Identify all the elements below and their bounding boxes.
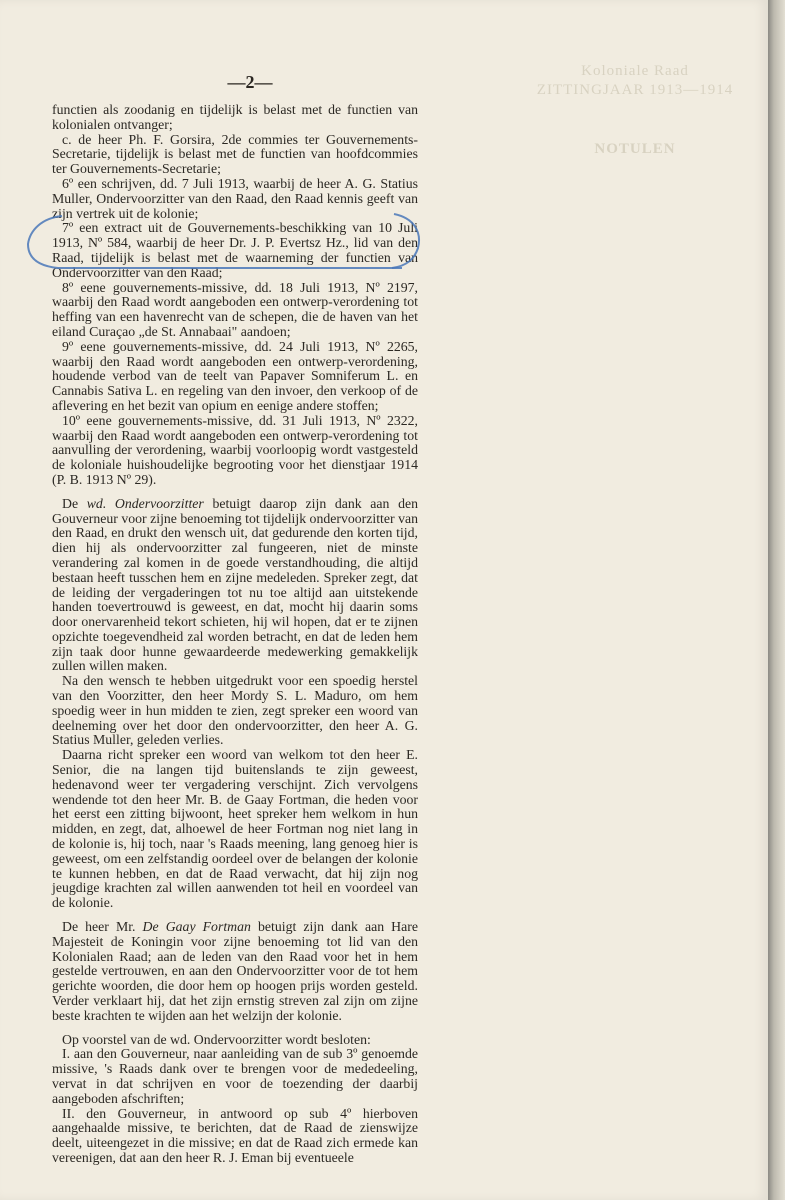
paragraph-item-7: 7º een extract uit de Gouvernements-beschikking van 10 Juli 1913, Nº 584, waarbij de heer Dr. J. P. Evertsz Hz., lid van den Raad, tijdelijk is belast met de waarneming der functien van Ondervoorzitter van den Raad; [52,220,418,280]
show-through-text [520,62,750,159]
ghost-line-2: ZITTINGJAAR 1913—1914 [536,82,734,98]
speech-opening: De [62,495,87,511]
resolution-intro: Op voorstel van de wd. Ondervoorzitter wordt besloten: [62,1031,371,1047]
paragraph-item-6: 6º een schrijven, dd. 7 Juli 1913, waarbij de heer A. G. Statius Muller, Ondervoorzitter van den Raad, den Raad kennis geeft van zijn vertrek uit de kolonie; [52,175,418,221]
paragraph-item-8: 8º eene gouvernements-missive, dd. 18 Juli 1913, Nº 2197, waarbij den Raad wordt aangeboden een ontwerp-verordening tot heffing van een havenrecht van de schepen, die de haven van het eiland Curaçao „de St. Annabaai" aandoen; [52,279,418,339]
document-body [52,103,418,1166]
speech-ondervoorzitter [52,497,418,675]
speech-text: betuigt daarop zijn dank aan den Gouverneur voor zijne benoeming tot tijdelijk ondervoorzitter van den Raad, en drukt den wensch uit, dat gedurende den korten tijd, dien hij als ondervoorzitter zal fungeeren, niet de minste verandering zal komen in de goede verstandhouding, die altijd bestaan heeft tusschen hem en zijne medeleden. Spreker zegt, dat de leiding der vergaderingen tot nu toe altijd aan uitstekende handen toevertrouwd is geweest, en dat, mocht hij daarin soms door onervarenheid tekort schieten, hij wil hopen, dat er te zijnen opzichte toegevendheid zal worden betracht, en dat de leden hem zijn taak door hunne gewaardeerde medewerking gemakkelijk zullen willen maken. [52,495,418,674]
paragraph-herstel: Na den wensch te hebben uitgedrukt voor een spoedig herstel van den Voorzitter, den heer Mordy S. L. Maduro, om hem spoedig weer in hun midden te zien, zegt spreker een woord van deelneming over het door den ondervoorzitter, den heer A. G. Statius Muller, geleden verlies. [52,673,418,748]
page-number: —2— [227,72,273,92]
paragraph-functien: functien als zoodanig en tijdelijk is belast met de functien van kolonialen ontvanger; [52,102,418,132]
paragraph-item-10: 10º eene gouvernements-missive, dd. 31 Juli 1913, Nº 2322, waarbij den Raad wordt aangeboden een ontwerp-verordening tot aanvulling der verordening, waarbij voorloopig wordt vastgesteld de koloniale huishoudelijke begrooting voor het dienstjaar 1914 (P. B. 1913 Nº 29). [52,412,418,487]
paragraph-item-9: 9º eene gouvernements-missive, dd. 24 Juli 1913, Nº 2265, waarbij den Raad wordt aangeboden een ontwerp-verordening, houdende verbod van de teelt van Papaver Somniferum L. en Cannabis Sativa L. en regeling van den invoer, den verkoop of de aflevering en het bezit van opium en eenige andere stoffen; [52,338,418,413]
resolution-item-1: I. aan den Gouverneur, naar aanleiding van de sub 3º genoemde missive, 's Raads dank over te brengen voor de mededeeling, vervat in dat schrijven en voor de toezending der daarbij aangeboden afschriften; [52,1046,418,1106]
page-edge [768,0,785,1200]
speaker-name: De Gaay Fortman [142,919,251,935]
speech-fortman [52,920,418,1024]
resolution-item-2: II. den Gouverneur, in antwoord op sub 4º hierboven aangehaalde missive, te berichten, dat de Raad de zienswijze deelt, uiteengezet in die missive; en dat de Raad zich ermede kan vereenigen, dat aan den heer R. J. Eman bij eventueele [52,1105,418,1165]
ghost-line-1: Koloniale Raad [581,63,689,79]
speech-text: betuigt zijn dank aan Hare Majesteit de Koningin voor zijne benoeming tot lid van den Kolonialen Raad; aan de leden van den Raad voor het in hem gestelde vertrouwen, en aan den Ondervoorzitter voor de tot hem gerichte woorden, die door hem op hoogen prijs worden gesteld. Verder verklaart hij, dat het zijn ernstig streven zal zijn om zijne beste krachten te wijden aan het welzijn der kolonie. [52,919,418,1023]
speech-opening: De heer Mr. [62,919,143,935]
paragraph-welkom: Daarna richt spreker een woord van welkom tot den heer E. Senior, die na langen tijd buitenslands te zijn geweest, hedenavond weer ter vergadering verschijnt. Zich vervolgens wendende tot den heer Mr. B. de Gaay Fortman, die heden voor het eerst een zitting bijwoont, heet spreker hem welkom in hun midden, en zegt, dat, alhoewel de heer Fortman nog niet lang in de kolonie is, hij toch, naar 's Raads meening, lang genoeg hier is geweest, om een zelfstandig oordeel over de belangen der kolonie te kunnen hebben, en dat de Raad verwacht, dat hij zijn nog jeugdige krachten zal willen aanwenden tot heil en voordeel van de kolonie. [52,747,418,911]
paragraph-item-c: c. de heer Ph. F. Gorsira, 2de commies ter Gouvernements-Secretarie, tijdelijk is belast met de functien van hoofdcommies ter Gouvernements-Secretarie; [52,131,418,177]
ghost-line-3: NOTULEN [594,141,676,157]
speaker-name: wd. Ondervoorzitter [86,495,204,511]
